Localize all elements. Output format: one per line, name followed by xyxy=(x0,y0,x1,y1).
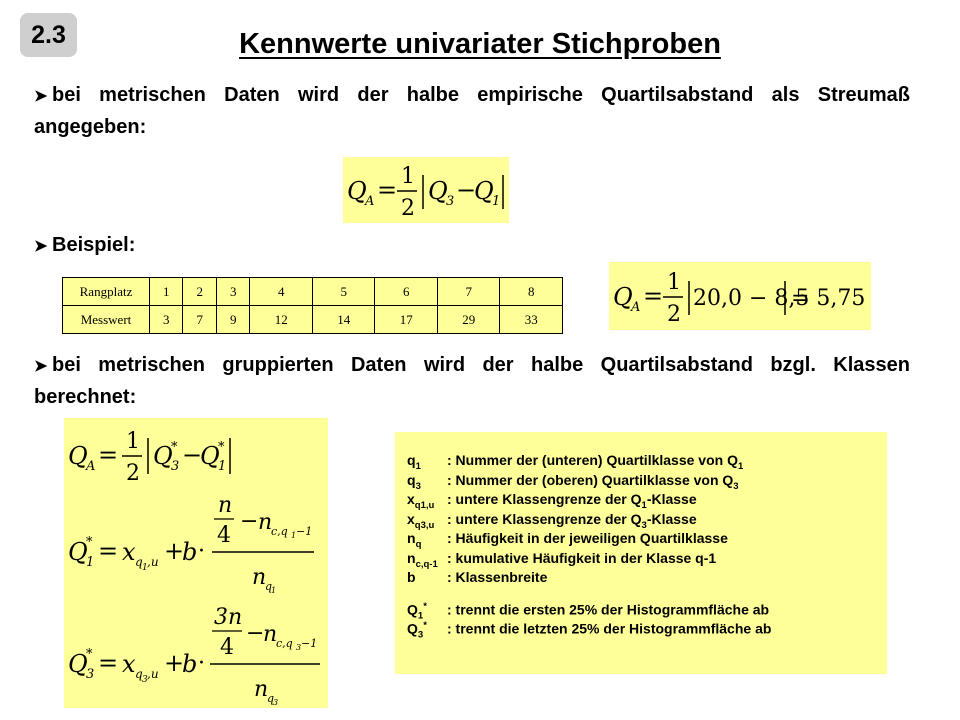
svg-text:3: 3 xyxy=(142,675,148,685)
bullet-definition xyxy=(34,80,910,142)
table-cell: 6 xyxy=(375,278,438,306)
svg-text:1: 1 xyxy=(291,531,297,540)
grouped-formulas-box xyxy=(64,418,328,708)
arrow-bullet-icon: ➤ xyxy=(34,88,48,105)
formula-example xyxy=(609,262,871,330)
table-cell: 29 xyxy=(437,306,500,334)
svg-text:n: n xyxy=(258,510,273,535)
svg-text:Q: Q xyxy=(153,442,173,470)
formula-q3-star xyxy=(68,605,320,707)
svg-text:−: − xyxy=(182,441,203,469)
table-cell: 7 xyxy=(183,306,216,334)
svg-text:A: A xyxy=(365,194,375,209)
svg-text:=: = xyxy=(643,282,664,310)
svg-text:=: = xyxy=(98,537,119,565)
svg-text:1: 1 xyxy=(218,459,227,474)
svg-text:20,0 − 8,5: 20,0 − 8,5 xyxy=(693,286,810,311)
table-cell: 3 xyxy=(216,278,249,306)
formula-definition xyxy=(343,157,509,223)
svg-text:3: 3 xyxy=(273,698,279,707)
symbol-legend xyxy=(395,432,887,674)
svg-text:n: n xyxy=(263,622,278,647)
svg-text:3: 3 xyxy=(86,667,95,682)
svg-text:Q: Q xyxy=(68,538,88,566)
svg-text:Q: Q xyxy=(613,283,633,311)
table-cell: 14 xyxy=(312,306,375,334)
table-cell: 2 xyxy=(183,278,216,306)
svg-text:Q: Q xyxy=(347,177,367,205)
svg-text:−: − xyxy=(246,621,265,646)
svg-text:−: − xyxy=(456,176,477,204)
table-row xyxy=(63,306,563,334)
svg-text:= 5,75: = 5,75 xyxy=(791,286,866,311)
table-cell: 33 xyxy=(500,306,563,334)
svg-text:3: 3 xyxy=(171,459,180,474)
formula-definition-box xyxy=(343,157,509,223)
svg-text:b: b xyxy=(182,650,198,678)
svg-text:4: 4 xyxy=(220,635,234,660)
table-cell: 17 xyxy=(375,306,438,334)
bullet-grouped-text: bei metrischen gruppierten Daten wird der halbe Quartilsabstand bzgl. Klassen berechnet: xyxy=(34,354,910,408)
legend-item: $Q_1^*$ : trennt die ersten 25% der Histogrammfläche ab xyxy=(407,600,770,621)
svg-text:2: 2 xyxy=(401,196,415,221)
svg-text:=: = xyxy=(98,441,119,469)
svg-text:b: b xyxy=(182,538,198,566)
svg-text:x: x xyxy=(122,650,136,678)
bullet-grouped xyxy=(34,350,910,412)
svg-text:3: 3 xyxy=(296,643,302,652)
svg-text:n: n xyxy=(218,493,233,518)
grouped-formulas xyxy=(64,418,328,708)
svg-text:−: − xyxy=(240,509,259,534)
svg-text:−1: −1 xyxy=(296,525,313,538)
svg-text:+: + xyxy=(164,537,185,565)
table-cell: 9 xyxy=(216,306,249,334)
table-row-label: Messwert xyxy=(63,306,150,334)
svg-text:q: q xyxy=(135,555,143,569)
svg-text:·: · xyxy=(198,539,205,564)
formula-example-box xyxy=(609,262,871,330)
section-number-badge: 2.3 xyxy=(20,13,77,57)
legend-item: $n_{c,q-1}$ : kumulative Häufigkeit in der Klasse q-1 xyxy=(407,549,717,570)
legend-item: $n_q$ : Häufigkeit in der jeweiligen Quartilklasse xyxy=(407,530,728,550)
svg-text:q: q xyxy=(135,667,143,681)
table-cell: 1 xyxy=(150,278,183,306)
svg-text:1: 1 xyxy=(142,563,148,573)
svg-text:1: 1 xyxy=(492,194,501,209)
table-cell: 3 xyxy=(150,306,183,334)
arrow-bullet-icon: ➤ xyxy=(34,358,48,375)
svg-text:q: q xyxy=(265,580,273,593)
legend-item: $x_{q1,u}$ : untere Klassengrenze der $Q_1$-Klasse xyxy=(407,491,697,511)
svg-text:x: x xyxy=(122,538,136,566)
bullet-example-text: Beispiel: xyxy=(52,234,136,256)
svg-text:c,q: c,q xyxy=(276,637,293,650)
svg-text:1: 1 xyxy=(401,164,415,189)
svg-text:*: * xyxy=(218,440,225,455)
svg-text:−1: −1 xyxy=(301,637,318,650)
svg-text:Q: Q xyxy=(68,650,88,678)
table-cell: 7 xyxy=(437,278,500,306)
svg-text:*: * xyxy=(171,440,178,455)
svg-text:=: = xyxy=(377,176,398,204)
svg-text:A: A xyxy=(86,459,96,474)
legend-item: $q_1$ : Nummer der (unteren) Quartilklasse von $Q_1$ xyxy=(407,452,744,472)
svg-text:1: 1 xyxy=(86,555,95,570)
svg-text:2: 2 xyxy=(126,461,140,486)
rank-table xyxy=(62,277,563,334)
legend-item: $q_3$ : Nummer der (oberen) Quartilklasse von $Q_3$ xyxy=(407,471,739,492)
bullet-example xyxy=(34,230,910,262)
svg-text:*: * xyxy=(86,535,93,550)
svg-text:Q: Q xyxy=(200,442,220,470)
svg-text:q: q xyxy=(267,692,275,705)
svg-text:=: = xyxy=(98,649,119,677)
table-row-label: Rangplatz xyxy=(63,278,150,306)
table-cell: 5 xyxy=(312,278,375,306)
svg-text:,u: ,u xyxy=(147,555,159,569)
svg-text:1: 1 xyxy=(126,429,140,454)
svg-text:3: 3 xyxy=(446,194,455,209)
legend-item: b : Klassenbreite xyxy=(407,569,548,585)
formula-q1-star xyxy=(68,493,314,595)
svg-text:2: 2 xyxy=(667,302,681,327)
table-cell: 8 xyxy=(500,278,563,306)
arrow-bullet-icon: ➤ xyxy=(34,238,48,255)
svg-text:3n: 3n xyxy=(214,605,243,630)
svg-text:c,q: c,q xyxy=(271,525,288,538)
svg-text:·: · xyxy=(198,651,205,676)
svg-text:4: 4 xyxy=(217,523,231,548)
svg-text:Q: Q xyxy=(68,442,88,470)
svg-text:,u: ,u xyxy=(147,667,159,681)
svg-text:n: n xyxy=(254,677,269,702)
svg-text:1: 1 xyxy=(667,270,681,295)
legend-item: $Q_3^*$ : trennt die letzten 25% der Histogrammfläche ab xyxy=(407,620,772,641)
table-cell: 4 xyxy=(250,278,313,306)
svg-text:Q: Q xyxy=(428,177,448,205)
svg-text:1: 1 xyxy=(271,586,277,595)
svg-text:A: A xyxy=(631,300,641,315)
page-title: Kennwerte univariater Stichproben xyxy=(239,28,721,60)
table-cell: 12 xyxy=(250,306,313,334)
table-row xyxy=(63,278,563,306)
svg-text:Q: Q xyxy=(474,177,494,205)
bullet-definition-text: bei metrischen Daten wird der halbe empirische Quartilsabstand als Streumaß angegeben: xyxy=(34,84,910,138)
legend-item: $x_{q3,u}$ : untere Klassengrenze der $Q_3$-Klasse xyxy=(407,510,697,531)
formula-qa xyxy=(68,429,230,486)
svg-text:+: + xyxy=(164,649,185,677)
svg-text:n: n xyxy=(252,565,267,590)
svg-text:*: * xyxy=(86,647,93,662)
